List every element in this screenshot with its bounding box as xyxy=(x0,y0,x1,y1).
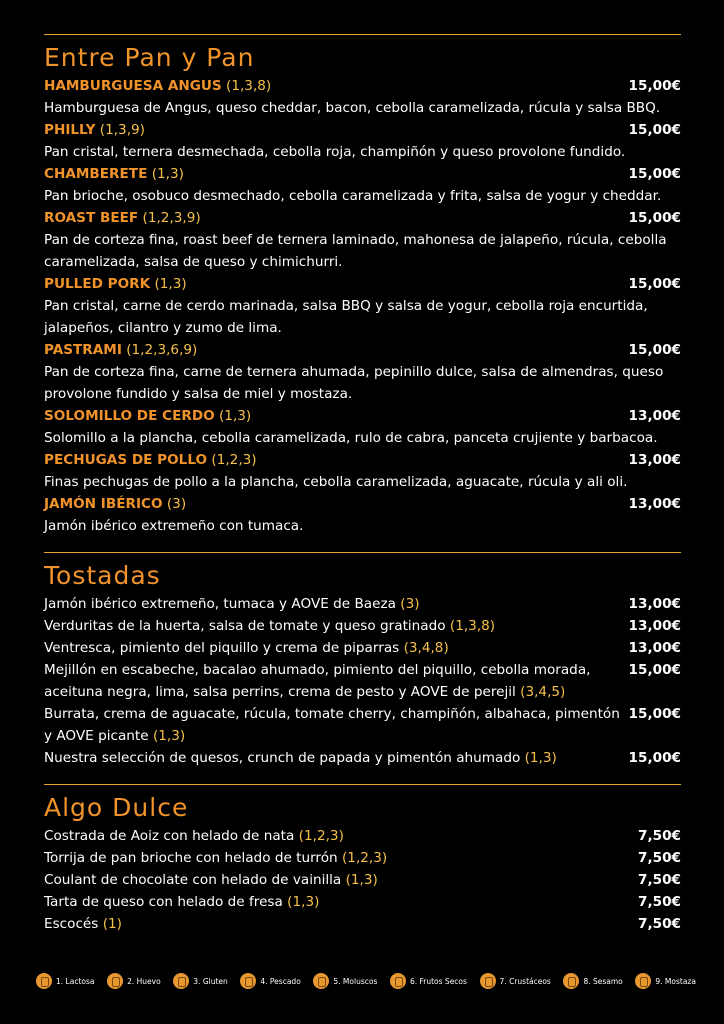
menu-item-text xyxy=(44,747,624,769)
menu-item-name: PULLED PORK xyxy=(44,276,151,292)
section-tostadas xyxy=(44,593,681,769)
menu-item-description: Pan de corteza fina, roast beef de ternera laminado, mahonesa de jalapeño, rúcula, cebolla caramelizada, salsa de queso y chimichurri. xyxy=(44,232,667,270)
shell-icon xyxy=(313,973,329,989)
nut-icon xyxy=(390,973,406,989)
menu-item-name: PASTRAMI xyxy=(44,342,122,358)
allergen-legend xyxy=(36,973,696,989)
menu-item-name: CHAMBERETE xyxy=(44,166,148,182)
menu-item-description: Tarta de queso con helado de fresa xyxy=(44,894,283,910)
menu-item-title xyxy=(44,405,251,427)
menu-item-price: 13,00€ xyxy=(628,408,681,424)
menu-item-description: Jamón ibérico extremeño con tumaca. xyxy=(44,518,304,534)
legend-item xyxy=(480,973,551,989)
menu-item xyxy=(44,615,681,637)
egg-icon xyxy=(107,973,123,989)
allergen-codes: (3) xyxy=(400,596,420,612)
allergen-codes: (1,3) xyxy=(154,276,187,292)
menu-item xyxy=(44,207,681,229)
allergen-codes: (1,3,8) xyxy=(226,78,272,94)
menu-item-price: 7,50€ xyxy=(638,916,681,932)
menu-item-price: 15,00€ xyxy=(628,342,681,358)
menu-item-text xyxy=(44,847,624,869)
menu-item xyxy=(44,825,681,847)
allergen-codes: (1,3) xyxy=(219,408,252,424)
mustard-icon xyxy=(635,973,651,989)
menu-item-text xyxy=(44,615,624,637)
menu-item-name: ROAST BEEF xyxy=(44,210,139,226)
menu-item-text xyxy=(44,637,624,659)
menu-item-description: Ventresca, pimiento del piquillo y crema de piparras xyxy=(44,640,400,656)
allergen-codes: (1,3) xyxy=(345,872,378,888)
allergen-codes: (3,4,8) xyxy=(403,640,449,656)
menu-item-description: Verduritas de la huerta, salsa de tomate y queso gratinado xyxy=(44,618,446,634)
menu-item xyxy=(44,273,681,295)
legend-item xyxy=(390,973,467,989)
menu-item-text xyxy=(44,659,624,703)
menu-item-title xyxy=(44,119,145,141)
menu-item-description: Pan de corteza fina, carne de ternera ahumada, pepinillo dulce, salsa de almendras, queso provolone fundido y salsa de miel y mostaza. xyxy=(44,364,664,402)
menu-item-price: 13,00€ xyxy=(628,618,681,634)
menu-item xyxy=(44,593,681,615)
section-title-tostadas: Tostadas xyxy=(44,561,161,590)
menu-item-price: 7,50€ xyxy=(638,850,681,866)
menu-item-price: 15,00€ xyxy=(628,662,681,678)
menu-item-text xyxy=(44,825,624,847)
allergen-codes: (1,3) xyxy=(287,894,320,910)
menu-item-price: 15,00€ xyxy=(628,750,681,766)
menu-item-text xyxy=(44,913,624,935)
legend-label: 8. Sesamo xyxy=(583,976,623,986)
menu-item-name: PECHUGAS DE POLLO xyxy=(44,452,208,468)
legend-item xyxy=(635,973,696,989)
allergen-codes: (1,3,9) xyxy=(99,122,145,138)
menu-page xyxy=(44,0,681,935)
menu-item-text xyxy=(44,593,624,615)
menu-item-price: 7,50€ xyxy=(638,894,681,910)
menu-item-description: Costrada de Aoiz con helado de nata xyxy=(44,828,295,844)
allergen-codes: (1,3) xyxy=(152,728,186,744)
menu-item-price: 7,50€ xyxy=(638,872,681,888)
menu-item-text xyxy=(44,869,624,891)
menu-item-name: JAMÓN IBÉRICO xyxy=(44,496,163,512)
menu-item-price: 15,00€ xyxy=(628,166,681,182)
menu-item xyxy=(44,493,681,515)
menu-item-description: Nuestra selección de quesos, crunch de papada y pimentón ahumado xyxy=(44,750,521,766)
allergen-codes: (3,4,5) xyxy=(520,684,566,700)
menu-item xyxy=(44,339,681,361)
menu-item xyxy=(44,703,681,747)
menu-item-description: Escocés xyxy=(44,916,99,932)
allergen-codes: (1,2,3) xyxy=(211,452,257,468)
menu-item xyxy=(44,869,681,891)
legend-label: 2. Huevo xyxy=(127,976,161,986)
menu-item xyxy=(44,119,681,141)
section-divider xyxy=(44,34,681,35)
section-title-algo-dulce: Algo Dulce xyxy=(44,793,189,822)
menu-item-description: Finas pechugas de pollo a la plancha, cebolla caramelizada, aguacate, rúcula y ali oli. xyxy=(44,474,628,490)
allergen-codes: (1,3) xyxy=(524,750,557,766)
legend-item xyxy=(36,973,94,989)
menu-item xyxy=(44,637,681,659)
legend-label: 6. Frutos Secos xyxy=(409,976,467,986)
menu-item-price: 15,00€ xyxy=(628,276,681,292)
legend-label: 4. Pescado xyxy=(260,976,301,986)
menu-item-price: 15,00€ xyxy=(628,78,681,94)
menu-item xyxy=(44,913,681,935)
allergen-codes: (1,2,3) xyxy=(342,850,388,866)
menu-item-price: 13,00€ xyxy=(628,452,681,468)
menu-item-description: Coulant de chocolate con helado de vainilla xyxy=(44,872,342,888)
menu-item-price: 13,00€ xyxy=(628,496,681,512)
legend-label: 1. Lactosa xyxy=(56,976,95,986)
menu-item-name: HAMBURGUESA ANGUS xyxy=(44,78,222,94)
section-entre-pan xyxy=(44,75,681,537)
allergen-codes: (1,3,8) xyxy=(449,618,496,634)
menu-item-description: Mejillón en escabeche, bacalao ahumado, pimiento del piquillo, cebolla morada, aceituna negra, lima, salsa perrins, crema de pesto y AOVE de perejil xyxy=(44,662,591,700)
menu-item-description: Burrata, crema de aguacate, rúcula, tomate cherry, champiñón, albahaca, pimentón y AOVE picante xyxy=(44,706,620,744)
menu-item-description: Solomillo a la plancha, cebolla caramelizada, rulo de cabra, panceta crujiente y barbacoa. xyxy=(44,430,658,446)
sesame-icon xyxy=(563,973,579,989)
menu-item-price: 15,00€ xyxy=(628,210,681,226)
menu-item-price: 7,50€ xyxy=(638,828,681,844)
legend-item xyxy=(563,973,622,989)
menu-item-title xyxy=(44,339,197,361)
menu-item-title xyxy=(44,493,186,515)
menu-item xyxy=(44,891,681,913)
menu-item-description: Hamburguesa de Angus, queso cheddar, bacon, cebolla caramelizada, rúcula y salsa BBQ. xyxy=(44,100,661,116)
menu-item-description: Jamón ibérico extremeño, tumaca y AOVE de Baeza xyxy=(44,596,396,612)
legend-label: 3. Gluten xyxy=(193,976,228,986)
menu-item-price: 15,00€ xyxy=(628,122,681,138)
legend-item xyxy=(107,973,161,989)
allergen-codes: (1,2,3,9) xyxy=(142,210,201,226)
legend-item xyxy=(240,973,300,989)
menu-item xyxy=(44,405,681,427)
allergen-codes: (1) xyxy=(102,916,122,932)
menu-item-text xyxy=(44,891,624,913)
wheat-icon xyxy=(173,973,189,989)
menu-item-description: Pan brioche, osobuco desmechado, cebolla caramelizada y frita, salsa de yogur y cheddar. xyxy=(44,188,662,204)
allergen-codes: (1,2,3) xyxy=(298,828,344,844)
menu-item-title xyxy=(44,273,187,295)
section-divider xyxy=(44,784,681,785)
legend-item xyxy=(173,973,228,989)
allergen-codes: (1,2,3,6,9) xyxy=(126,342,198,358)
allergen-codes: (1,3) xyxy=(151,166,184,182)
menu-item xyxy=(44,449,681,471)
section-algo-dulce xyxy=(44,825,681,935)
menu-item xyxy=(44,847,681,869)
section-title-entre-pan: Entre Pan y Pan xyxy=(44,43,255,72)
menu-item-title xyxy=(44,163,184,185)
menu-item-text xyxy=(44,703,624,747)
menu-item xyxy=(44,75,681,97)
menu-item xyxy=(44,747,681,769)
legend-item xyxy=(313,973,377,989)
menu-item-description: Pan cristal, ternera desmechada, cebolla roja, champiñón y queso provolone fundido. xyxy=(44,144,626,160)
menu-item xyxy=(44,163,681,185)
menu-item-title xyxy=(44,449,257,471)
shrimp-icon xyxy=(480,973,496,989)
menu-item-title xyxy=(44,75,271,97)
legend-label: 9. Mostaza xyxy=(655,976,696,986)
fish-icon xyxy=(240,973,256,989)
menu-item-description: Pan cristal, carne de cerdo marinada, salsa BBQ y salsa de yogur, cebolla roja encurtida, jalapeños, cilantro y zumo de lima. xyxy=(44,298,648,336)
milk-icon xyxy=(36,973,52,989)
section-divider xyxy=(44,552,681,553)
menu-item-description: Torrija de pan brioche con helado de turrón xyxy=(44,850,338,866)
menu-item-name: SOLOMILLO DE CERDO xyxy=(44,408,215,424)
menu-item xyxy=(44,659,681,703)
menu-item-price: 13,00€ xyxy=(628,596,681,612)
menu-item-title xyxy=(44,207,201,229)
legend-label: 7. Crustáceos xyxy=(499,976,551,986)
menu-item-price: 15,00€ xyxy=(628,706,681,722)
menu-item-price: 13,00€ xyxy=(628,640,681,656)
allergen-codes: (3) xyxy=(166,496,187,512)
legend-label: 5. Moluscos xyxy=(333,976,378,986)
menu-item-name: PHILLY xyxy=(44,122,96,138)
